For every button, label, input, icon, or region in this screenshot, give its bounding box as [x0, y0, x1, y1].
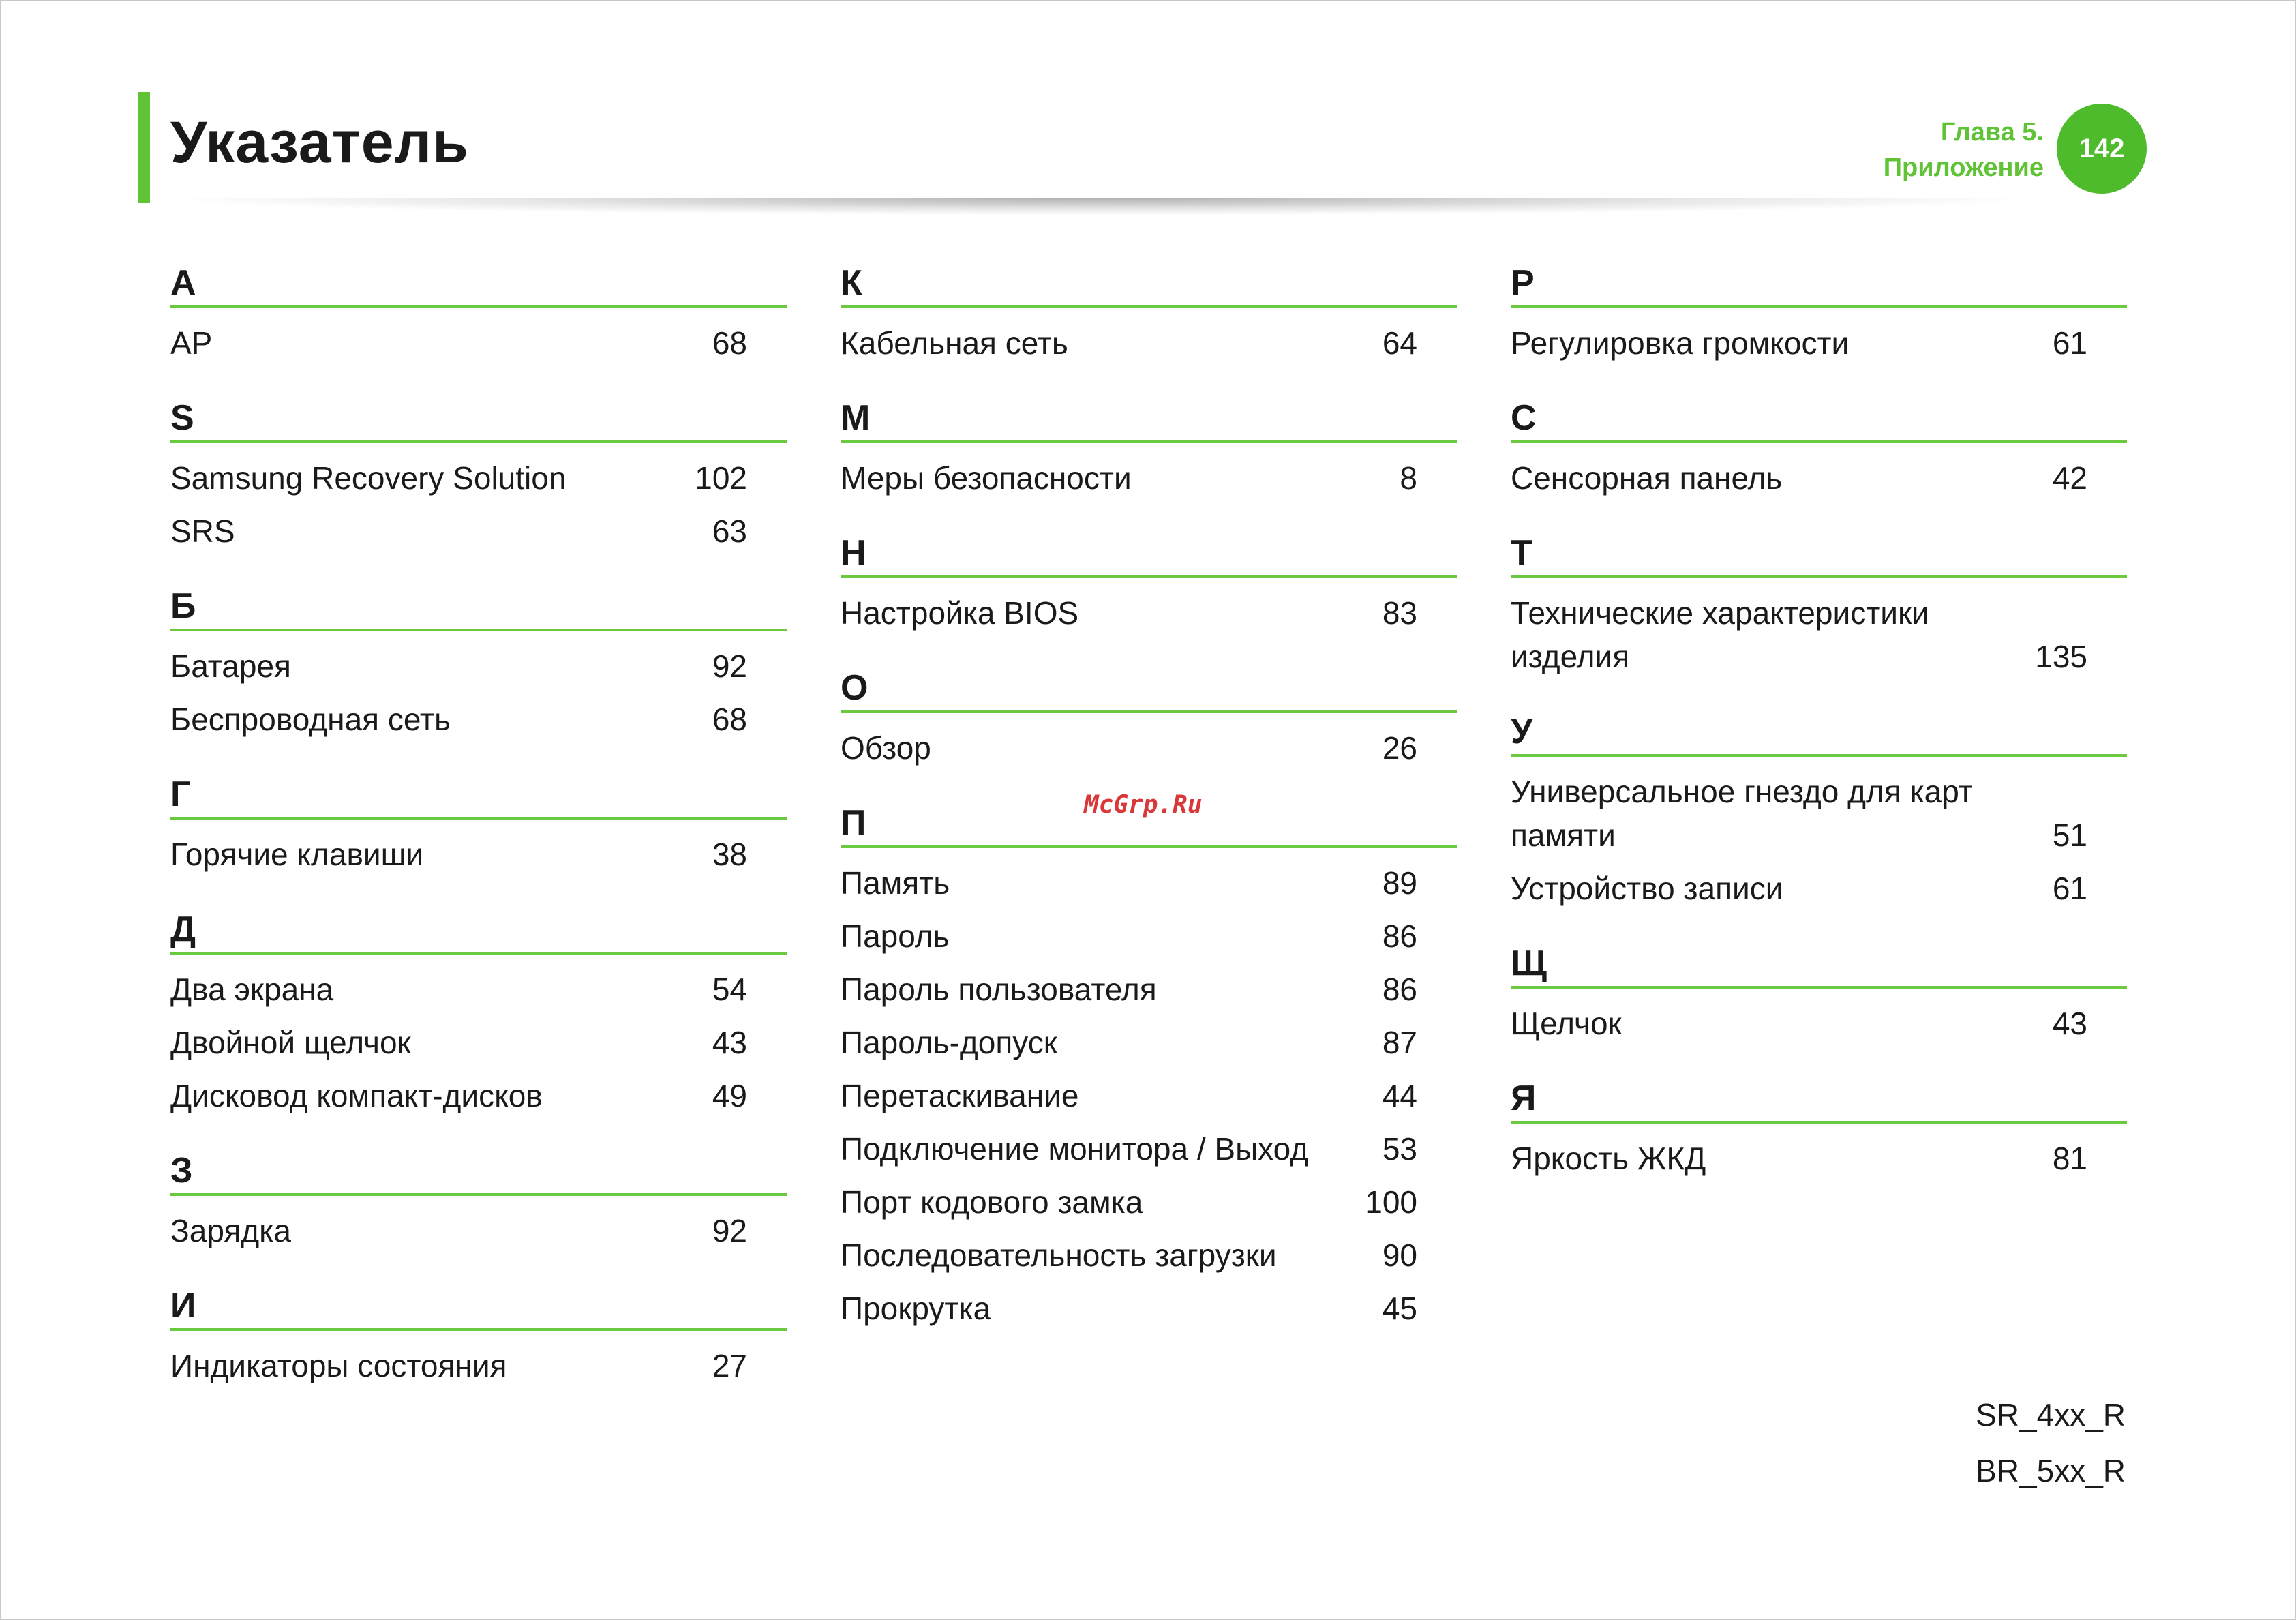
index-section [170, 580, 787, 768]
index-section [841, 526, 1457, 661]
section-letter: Я [1511, 1072, 2127, 1124]
section-entries [1511, 989, 2127, 1072]
section-letter: Д [170, 903, 787, 955]
model-code-1: SR_4xx_R [1976, 1397, 2126, 1432]
index-entry [170, 828, 787, 881]
index-section [1511, 937, 2127, 1072]
entry-term: Щелчок [1511, 1006, 1622, 1041]
index-section [170, 768, 787, 903]
entry-page-number: 100 [1365, 1184, 1417, 1220]
section-entries [170, 631, 787, 768]
entry-term: Яркость ЖКД [1511, 1141, 1706, 1176]
index-section [841, 391, 1457, 526]
entry-page-number: 86 [1382, 918, 1417, 954]
section-entries [170, 308, 787, 391]
section-entries [1511, 757, 2127, 937]
entry-page-number: 86 [1382, 972, 1417, 1007]
index-entry [841, 1175, 1457, 1229]
section-letter: Т [1511, 526, 2127, 578]
entry-page-number: 87 [1382, 1025, 1417, 1060]
index-entry [1511, 451, 2127, 505]
entry-term: Пароль [841, 918, 950, 954]
index-entry [170, 316, 787, 370]
entry-term: Последовательность загрузки [841, 1238, 1277, 1273]
section-entries [1511, 1124, 2127, 1207]
index-section [1511, 256, 2127, 391]
index-entry [1511, 586, 2127, 683]
entry-term: Универсальное гнездо для карт памяти [1511, 774, 1973, 853]
entry-term: Сенсорная панель [1511, 460, 1783, 496]
section-entries [841, 848, 1457, 1357]
index-entry [841, 1229, 1457, 1282]
header-underline-shadow [151, 198, 2046, 215]
entry-term: Технические характеристики изделия [1511, 595, 1929, 674]
index-entry [170, 640, 787, 693]
index-section [1511, 1072, 2127, 1207]
section-letter: Н [841, 526, 1457, 578]
index-entry [841, 586, 1457, 640]
chapter-label [1884, 115, 2044, 185]
entry-page-number: 43 [2052, 1006, 2087, 1041]
index-entry [1511, 765, 2127, 862]
index-entry [841, 721, 1457, 775]
section-letter: З [170, 1144, 787, 1196]
index-entry [841, 856, 1457, 910]
index-entry [170, 505, 787, 558]
section-entries [170, 955, 787, 1144]
index-entry [170, 451, 787, 505]
index-entry [841, 451, 1457, 505]
entry-term: Индикаторы состояния [170, 1348, 507, 1383]
section-letter: С [1511, 391, 2127, 443]
entry-term: Пароль-допуск [841, 1025, 1057, 1060]
entry-page-number: 38 [712, 837, 747, 872]
entry-page-number: 45 [1382, 1291, 1417, 1326]
entry-term: Батарея [170, 648, 291, 684]
chapter-number: Глава 5. [1940, 118, 2044, 147]
entry-page-number: 43 [712, 1025, 747, 1060]
index-entry [841, 1122, 1457, 1175]
entry-term: Устройство записи [1511, 871, 1783, 906]
index-entry [1511, 997, 2127, 1050]
section-letter: A [170, 256, 787, 308]
index-section [1511, 705, 2127, 937]
index-entry [841, 316, 1457, 370]
entry-page-number: 68 [712, 325, 747, 361]
section-entries [841, 713, 1457, 796]
title-accent-bar [138, 92, 150, 203]
index-entry [841, 1282, 1457, 1335]
entry-page-number: 51 [2052, 817, 2087, 853]
section-entries [1511, 443, 2127, 526]
chapter-name: Приложение [1883, 153, 2044, 182]
entry-term: Два экрана [170, 972, 334, 1007]
entry-page-number: 27 [712, 1348, 747, 1383]
entry-page-number: 54 [712, 972, 747, 1007]
entry-page-number: 102 [695, 460, 747, 496]
entry-term: Беспроводная сеть [170, 702, 451, 737]
page-number-badge: 142 [2057, 104, 2147, 194]
index-section [1511, 526, 2127, 705]
index-section [170, 256, 787, 391]
index-section [170, 903, 787, 1144]
section-letter: Щ [1511, 937, 2127, 989]
entry-term: Горячие клавиши [170, 837, 424, 872]
entry-page-number: 49 [712, 1078, 747, 1113]
entry-term: AP [170, 325, 213, 361]
entry-page-number: 92 [712, 1213, 747, 1248]
index-entry [1511, 1132, 2127, 1185]
entry-page-number: 64 [1382, 325, 1417, 361]
section-letter: S [170, 391, 787, 443]
entry-term: Регулировка громкости [1511, 325, 1849, 361]
section-entries [841, 308, 1457, 391]
entry-term: Порт кодового замка [841, 1184, 1143, 1220]
entry-page-number: 68 [712, 702, 747, 737]
entry-page-number: 61 [2052, 325, 2087, 361]
index-column-1 [170, 256, 787, 1414]
section-letter: О [841, 661, 1457, 713]
entry-page-number: 89 [1382, 865, 1417, 901]
entry-page-number: 63 [712, 513, 747, 549]
page-title: Указатель [170, 110, 470, 175]
section-entries [841, 578, 1457, 661]
entry-term: Настройка BIOS [841, 595, 1079, 631]
entry-term: Пароль пользователя [841, 972, 1157, 1007]
section-entries [1511, 578, 2127, 705]
section-letter: Р [1511, 256, 2127, 308]
index-section [170, 391, 787, 580]
entry-term: Двойной щелчок [170, 1025, 411, 1060]
section-entries [170, 1331, 787, 1414]
section-entries [170, 443, 787, 580]
entry-term: Подключение монитора / Выход [841, 1131, 1309, 1167]
entry-term: Кабельная сеть [841, 325, 1068, 361]
section-letter: У [1511, 705, 2127, 757]
entry-page-number: 42 [2052, 460, 2087, 496]
index-section [841, 661, 1457, 796]
entry-page-number: 44 [1382, 1078, 1417, 1113]
index-entry [170, 1339, 787, 1392]
index-section [170, 1279, 787, 1414]
section-letter: М [841, 391, 1457, 443]
entry-term: Зарядка [170, 1213, 291, 1248]
entry-term: Перетаскивание [841, 1078, 1079, 1113]
watermark: McGrp.Ru [1084, 791, 1203, 819]
index-entry [170, 1016, 787, 1069]
index-entry [841, 1069, 1457, 1122]
section-letter: Б [170, 580, 787, 631]
index-entry [841, 1016, 1457, 1069]
index-entry [170, 963, 787, 1016]
entry-page-number: 90 [1382, 1238, 1417, 1273]
entry-page-number: 61 [2052, 871, 2087, 906]
index-entry [1511, 862, 2127, 915]
entry-term: Дисковод компакт-дисков [170, 1078, 543, 1113]
entry-term: Samsung Recovery Solution [170, 460, 567, 496]
entry-term: Память [841, 865, 950, 901]
index-entry [170, 1204, 787, 1257]
entry-page-number: 92 [712, 648, 747, 684]
entry-term: Обзор [841, 730, 931, 766]
entry-page-number: 83 [1382, 595, 1417, 631]
model-code-2: BR_5xx_R [1976, 1453, 2126, 1488]
entry-term: Меры безопасности [841, 460, 1132, 496]
index-section [841, 796, 1457, 1357]
index-section [170, 1144, 787, 1279]
index-entry [841, 910, 1457, 963]
index-section [841, 256, 1457, 391]
entry-page-number: 26 [1382, 730, 1417, 766]
entry-page-number: 8 [1400, 460, 1417, 496]
section-letter: К [841, 256, 1457, 308]
section-entries [170, 820, 787, 903]
section-letter: П [841, 796, 1457, 848]
index-entry [841, 963, 1457, 1016]
entry-page-number: 135 [2035, 639, 2087, 674]
section-entries [170, 1196, 787, 1279]
index-column-3 [1511, 256, 2127, 1207]
section-entries [841, 443, 1457, 526]
section-letter: Г [170, 768, 787, 820]
entry-term: Прокрутка [841, 1291, 991, 1326]
section-letter: И [170, 1279, 787, 1331]
entry-term: SRS [170, 513, 235, 549]
entry-page-number: 53 [1382, 1131, 1417, 1167]
section-entries [1511, 308, 2127, 391]
entry-page-number: 81 [2052, 1141, 2087, 1176]
index-section [1511, 391, 2127, 526]
index-entry [170, 1069, 787, 1122]
index-entry [1511, 316, 2127, 370]
index-entry [170, 693, 787, 746]
